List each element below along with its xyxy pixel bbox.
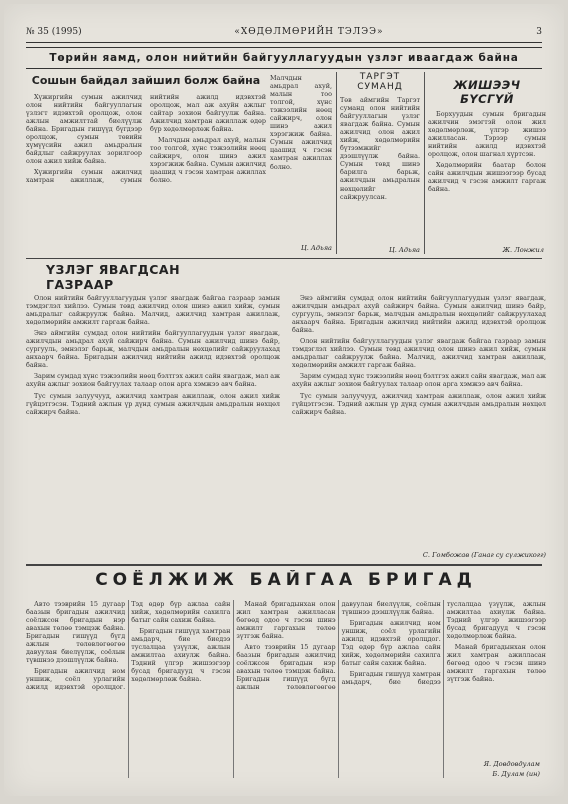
article-4-paragraph: Энэ аймгийн сумдад олон нийтийн байгууллагуудын үзлэг явагдаж, ажилчдын амьдрал ахуй сайжирч байна. Сумын ажилчид шинэ байр, сургууль, эмнэлэг барьж, малчдын амьдралын нөхцөлийг сайжруулахад анхаарч байна. Бригадын ажилчид нийтийн ажилд идэвхтэй оролцож байна.: [292, 294, 546, 335]
article-5-body-wrap: [26, 600, 546, 780]
article-3-headline: ЖИШЭЭЧ БҮСГҮЙ: [453, 78, 521, 106]
top-banner-headline: Төрийн яамд, олон нийтийн байгууллагуудын үзлэг иваагдаж байна: [26, 47, 542, 69]
article-1-continuation: [270, 74, 332, 252]
article-5-paragraph: Авто тээврийн 15 дугаар баазын бригадын ажилчид соёлжсон бригадын нэр авахын төлөө тэмцэж байна. Бригадын гишүүд бүгд ажлын төлөвлөгөөгөө давуулан биелүүлж, соёлын түвшнээ дээшлүүлж байна.: [236, 600, 441, 692]
column-divider: [424, 72, 425, 254]
page-number: 3: [536, 27, 542, 37]
article-4-body: [26, 294, 546, 549]
article-4-paragraph: Олон нийтийн байгууллагуудын үзлэг явагдаж байгаа газраар замын тэмдэглэл хийлээ. Сумын төвд ажилчид олон шинэ ажил хийж, сумын амьдралыг сайжруулж байна. Малчид, ажилчид хамтран ажиллаж, хөдөлмөрийн амжилт гаргаж байна.: [292, 337, 546, 370]
article-5-paragraph: Манай бригадынхан олон жил хамтран ажилласан бөгөөд одоо ч гэсэн шинэ амжилт гаргахын төлөө зүтгэж байна.: [236, 600, 336, 641]
article-1-col3: Малчдын амьдрал ахуй, малын тоо толгой, хүнс тэжээлийн нөөц сайжирч, олон шинэ ажил хэрэгжиж байна. Сумын ажилчид цаашид ч гэсэн хамтран ажиллах болно.: [270, 74, 332, 171]
article-4-paragraph: Зарим сумдад хүнс тэжээлийн нөөц бэлтгэх ажил сайн явагдаж, мал аж ахуйн ажлыг зохион байгуулах талаар олон арга хэмжээ авч байна.: [26, 372, 280, 389]
article-5-head: [26, 570, 546, 596]
article-2: [340, 72, 420, 254]
article-3-paragraph: Борхуудын сумын бригадын ажилчин эмэгтэй олон жил хөдөлмөрлөж, үлгэр жишээ ажилласан. Тэрээр сумын нийтийн ажилд идэвхтэй оролцож, олон шагнал хүртсэн.: [428, 110, 546, 159]
article-4-head: [26, 262, 236, 292]
article-5-paragraph: Авто тээврийн 15 дугаар баазын бригадын ажилчид соёлжсон бригадын нэр авахын төлөө тэмцэж байна. Бригадын гишүүд бүгд ажлын төлөвлөгөөгөө давуулан биелүүлж, соёлын түвшнээ дээшлүүлж байна.: [26, 600, 126, 665]
issue-number: № 35 (1995): [26, 27, 82, 37]
article-4-paragraph: Энэ аймгийн сумдад олон нийтийн байгууллагуудын үзлэг явагдаж, ажилчдын амьдрал ахуй сайжирч байна. Сумын ажилчид шинэ байр, сургууль, эмнэлэг барьж, малчдын амьдралын нөхцөлийг сайжруулахад анхаарч байна. Бригадын ажилчид нийтийн ажилд идэвхтэй оролцож байна.: [26, 329, 280, 370]
article-2-headline-line1: ТАРГЭТ: [359, 72, 401, 82]
article-3: [428, 72, 546, 254]
article-1-body: [26, 93, 266, 186]
article-1-signature: Ц. Адьяа: [300, 244, 332, 252]
article-5-paragraph: Манай бригадынхан олон жил хамтран ажилласан бөгөөд одоо ч гэсэн шинэ амжилт гаргахын төлөө зүтгэж байна.: [446, 643, 546, 684]
article-2-headline: [340, 72, 420, 92]
article-4-body-wrap: [26, 294, 546, 559]
article-1: [26, 74, 266, 252]
article-1-paragraph: Хүжиргийн сумын ажилчид хамтран ажиллаж, сумын нийтийн ажилд идэвхтэй оролцож, мал аж ахуйн ажлыг сайтар зохион байгуулж байна. Ажилчид хамтран ажиллаж өдөр бүр хөдөлмөрлөж байна.: [26, 93, 266, 185]
column-divider: [336, 72, 337, 254]
article-1-paragraph: Хүжиргийн сумын ажилчид олон нийтийн байгууллагын үзлэгт идэвхтэй оролцож, олон ажлын амжилттай биелүүлж байна. Бригадын гишүүд бүгдээр оролцож, сумын төвийн хүмүүсийн ажил амьдралын байдлыг сайжруулах зорилгоор олон ажил хийж байна.: [26, 93, 142, 166]
article-4-headline: ҮЗЛЭГ ЯВАГДСАН ГАЗРААР: [46, 262, 181, 292]
article-3-signature: Ж. Лонжил: [502, 246, 544, 254]
article-5-paragraph: Бригадын ажилчид ном уншиж, соёл урлагийн ажилд идэвхтэй оролцдог. Тэд өдөр бүр ажлаа сайн хийж, хөдөлмөрийн сахилга батыг сайн сахиж байна.: [341, 619, 441, 668]
article-3-paragraph: Хөдөлмөрийн баатар болон сайн ажилчдын жишээгээр бусад ажилчид ч гэсэн амжилт гаргаж байна.: [428, 161, 546, 194]
article-5-paragraph: Бригадын гишүүд хамтран амьдарч, бие биедээ туслалцаа үзүүлж, ажлын амжилтаа ахиулж байна. Тэдний үлгэр жишээгээр бусад бригадууд ч гэсэн хөдөлмөрлөж байна.: [131, 627, 231, 684]
article-5-signature-1: Я. Довдовдулам: [483, 760, 540, 768]
article-2-signature: Ц. Адьяа: [388, 246, 420, 254]
section-divider: [26, 258, 542, 259]
article-5-signature-2: Б. Дулам (ин): [492, 770, 540, 778]
article-4-signature: С. Гомбожав (Ганаг су сүлжикогг): [422, 551, 546, 559]
page-header: [26, 24, 542, 43]
article-5-paragraph: Бригадын ажилчид ном уншиж, соёл урлагийн ажилд идэвхтэй оролцдог. Тэд өдөр бүр ажлаа сайн хийж, хөдөлмөрийн сахилга батыг сайн сахиж байна.: [26, 600, 231, 692]
article-1-headline: Сошын байдал зайшил болж байна: [31, 74, 261, 87]
newspaper-page: [4, 4, 564, 796]
article-5-body: [26, 600, 546, 778]
article-3-body: [428, 110, 546, 193]
article-4-paragraph: Тус сумын залуучууд, ажилчид хамтран ажиллаж, олон ажил хийж гүйцэтгэсэн. Тэдний ажлын үр дүнд сумын ажилчдын амьдралын нөхцөл сайжирч байна.: [26, 391, 280, 416]
article-4-paragraph: Зарим сумдад хүнс тэжээлийн нөөц бэлтгэх ажил сайн явагдаж, мал аж ахуйн ажлыг зохион байгуулах талаар олон арга хэмжээ авч байна.: [292, 372, 546, 389]
article-5-paragraph: Бригадын гишүүд хамтран амьдарч, бие биедээ туслалцаа үзүүлж, ажлын амжилтаа ахиулж байна. Тэдний үлгэр жишээгээр бусад бригадууд ч гэсэн хөдөлмөрлөж байна.: [341, 600, 546, 687]
section-divider: [26, 564, 542, 566]
article-4-paragraph: Олон нийтийн байгууллагуудын үзлэг явагдаж байгаа газраар замын тэмдэглэл хийлээ. Сумын төвд ажилчид олон шинэ ажил хийж, сумын амьдралыг сайжруулж байна. Малчид, ажилчид хамтран ажиллаж, хөдөлмөрийн амжилт гаргаж байна.: [26, 294, 280, 327]
article-2-body: Төв аймгийн Таргэт суманд олон нийтийн байгууллагын үзлэг явагдаж байна. Сумын ажилчид олон ажил хийж, хөдөлмөрийн бүтээмжийг дээшлүүлж байна. Сумын төвд шинэ барилга барьж, ажилчдын амьдралын нөхцөлийг сайжруулсан.: [340, 96, 420, 201]
article-4-paragraph: Тус сумын залуучууд, ажилчид хамтран ажиллаж, олон ажил хийж гүйцэтгэсэн. Тэдний ажлын үр дүнд сумын ажилчдын амьдралын нөхцөл сайжирч байна.: [292, 391, 546, 416]
newspaper-title: «ХӨДӨЛМӨРИЙН ТЭЛЭЭ»: [234, 27, 384, 37]
article-5-headline: СОЁЛЖИЖ БАЙГАА БРИГАД: [95, 570, 477, 590]
article-2-headline-line2: СУМАНД: [357, 82, 403, 92]
article-1-paragraph: Малчдын амьдрал ахуй, малын тоо толгой, хүнс тэжээлийн нөөц сайжирч, олон шинэ ажил хэрэгжиж байна. Сумын ажилчид цаашид ч гэсэн хамтран ажиллах болно.: [150, 136, 266, 185]
